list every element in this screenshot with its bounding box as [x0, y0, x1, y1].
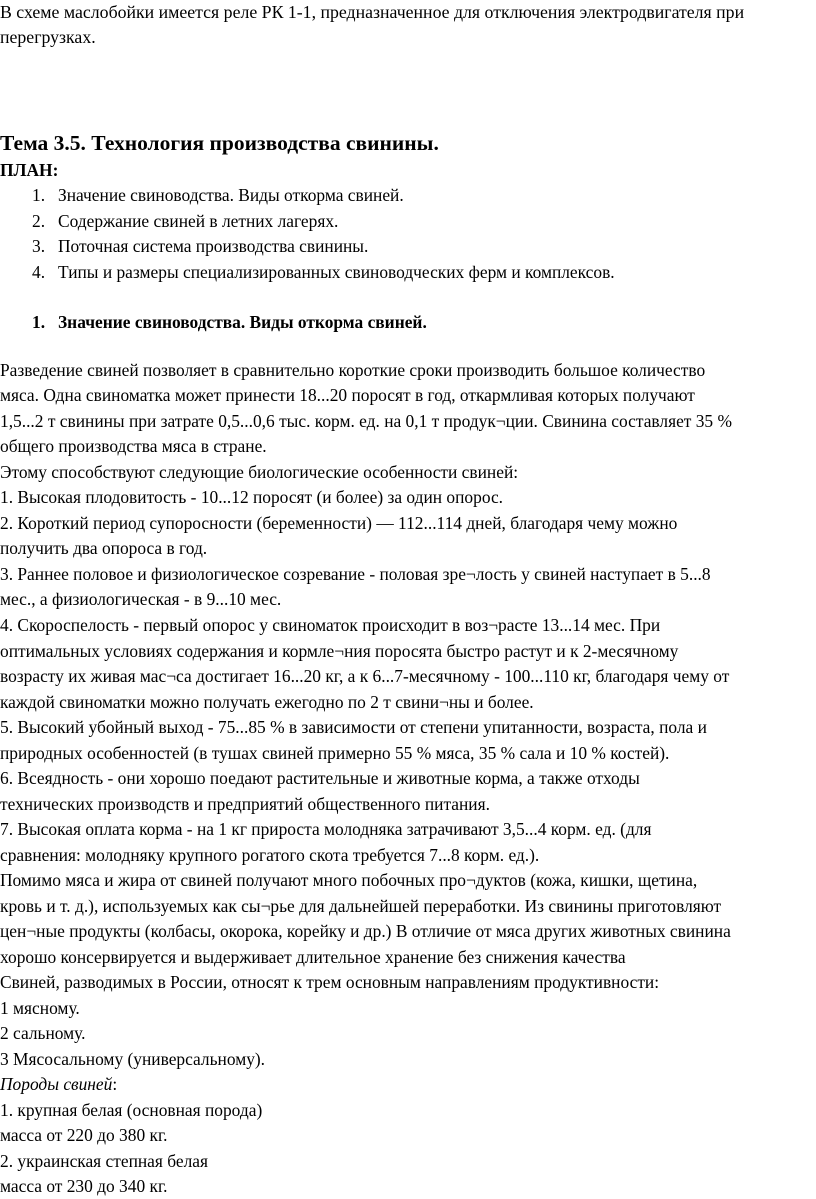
body-line: общего производства мяса в стране. — [0, 436, 267, 456]
plan-item-text: Значение свиноводства. Виды откорма свиней. — [58, 185, 404, 205]
body-line: 2 сальному. — [0, 1023, 86, 1043]
body-line: получить два опороса в год. — [0, 538, 208, 558]
body-line: 4. Скороспелость - первый опорос у свиноматок происходит в воз¬расте 13...14 мес. При — [0, 615, 661, 635]
breeds-label: Породы свиней — [0, 1074, 113, 1094]
body-line: Помимо мяса и жира от свиней получают много побочных про¬дуктов (кожа, кишки, щетина, — [0, 870, 698, 890]
plan-item — [32, 211, 338, 231]
intro-line: перегрузках. — [0, 27, 96, 47]
plan-item — [32, 236, 368, 256]
plan-item — [32, 262, 615, 282]
body-line: технических производств и предприятий общественного питания. — [0, 794, 490, 814]
breed-line: масса от 220 до 380 кг. — [0, 1125, 168, 1145]
body-line: 5. Высокий убойный выход - 75...85 % в зависимости от степени упитанности, возраста, пола и — [0, 717, 707, 737]
breed-line: 2. украинская степная белая — [0, 1151, 208, 1171]
breed-line: 1. крупная белая (основная порода) — [0, 1100, 263, 1120]
plan-item-number: 2. — [32, 211, 46, 231]
plan-item — [32, 185, 404, 205]
body-line: цен¬ные продукты (колбасы, окорока, корейку и др.) В отличие от мяса других животных свинина — [0, 921, 731, 941]
breed-line: масса от 230 до 340 кг. — [0, 1176, 168, 1196]
section-heading-text: Значение свиноводства. Виды откорма свиней. — [58, 312, 427, 332]
body-line: Разведение свиней позволяет в сравнительно короткие сроки производить большое количество — [0, 360, 706, 380]
body-line: 7. Высокая оплата корма - на 1 кг прироста молодняка затрачивают 3,5...4 корм. ед. (для — [0, 819, 652, 839]
body-line: 3. Раннее половое и физиологическое созревание - половая зре¬лость у свиней наступает в 5...8 — [0, 564, 711, 584]
plan-item-text: Содержание свиней в летних лагерях. — [58, 211, 339, 231]
breeds-heading — [0, 1074, 117, 1094]
body-line: 1. Высокая плодовитость - 10...12 поросят (и более) за один опорос. — [0, 487, 504, 507]
body-line: оптимальных условиях содержания и кормле¬ния поросята быстро растут и к 2-месячному — [0, 641, 679, 661]
body-line: 1,5...2 т свинины при затрате 0,5...0,6 тыс. корм. ед. на 0,1 т продук¬ции. Свинина составляет 35 % — [0, 411, 732, 431]
body-line: 2. Короткий период супоросности (беременности) — 112...114 дней, благодаря чему можно — [0, 513, 678, 533]
topic-title: Тема 3.5. Технология производства свинины. — [0, 131, 439, 155]
breeds-colon: : — [112, 1074, 118, 1094]
body-line: каждой свиноматки можно получать ежегодно по 2 т свини¬ны и более. — [0, 692, 534, 712]
plan-item-text: Поточная система производства свинины. — [58, 236, 369, 256]
plan-item-number: 4. — [32, 262, 46, 282]
body-line: кровь и т. д.), используемых как сы¬рье для дальнейшей переработки. Из свинины приготовляют — [0, 896, 722, 916]
plan-item-text: Типы и размеры специализированных свиноводческих ферм и комплексов. — [58, 262, 615, 282]
body-line: Этому способствуют следующие биологические особенности свиней: — [0, 462, 519, 482]
intro-line: В схеме маслобойки имеется реле РК 1-1, предназначенное для отключения электродвигателя при — [0, 2, 745, 22]
plan-label: ПЛАН: — [0, 160, 59, 180]
body-line: Свиней, разводимых в России, относят к трем основным направлениям продуктивности: — [0, 972, 660, 992]
body-line: 1 мясному. — [0, 998, 80, 1018]
body-line: природных особенностей (в тушах свиней примерно 55 % мяса, 35 % сала и 10 % костей). — [0, 743, 670, 763]
body-line: мес., а физиологическая - в 9...10 мес. — [0, 589, 282, 609]
section-heading-number: 1. — [32, 312, 46, 332]
body-line: хорошо консервируется и выдерживает длительное хранение без снижения качества — [0, 947, 626, 967]
body-line: 6. Всеядность - они хорошо поедают растительные и животные корма, а также отходы — [0, 768, 640, 788]
body-line: мяса. Одна свиноматка может принести 18...20 поросят в год, откармливая которых получают — [0, 385, 695, 405]
body-line: возрасту их живая мас¬са достигает 16...20 кг, а к 6...7-месячному - 100...110 кг, благодаря чему от — [0, 666, 730, 686]
body-line: сравнения: молодняку крупного рогатого скота требуется 7...8 корм. ед.). — [0, 845, 540, 865]
section-heading — [32, 312, 427, 332]
body-line: 3 Мясосальному (универсальному). — [0, 1049, 266, 1069]
plan-item-number: 1. — [32, 185, 46, 205]
plan-item-number: 3. — [32, 236, 46, 256]
